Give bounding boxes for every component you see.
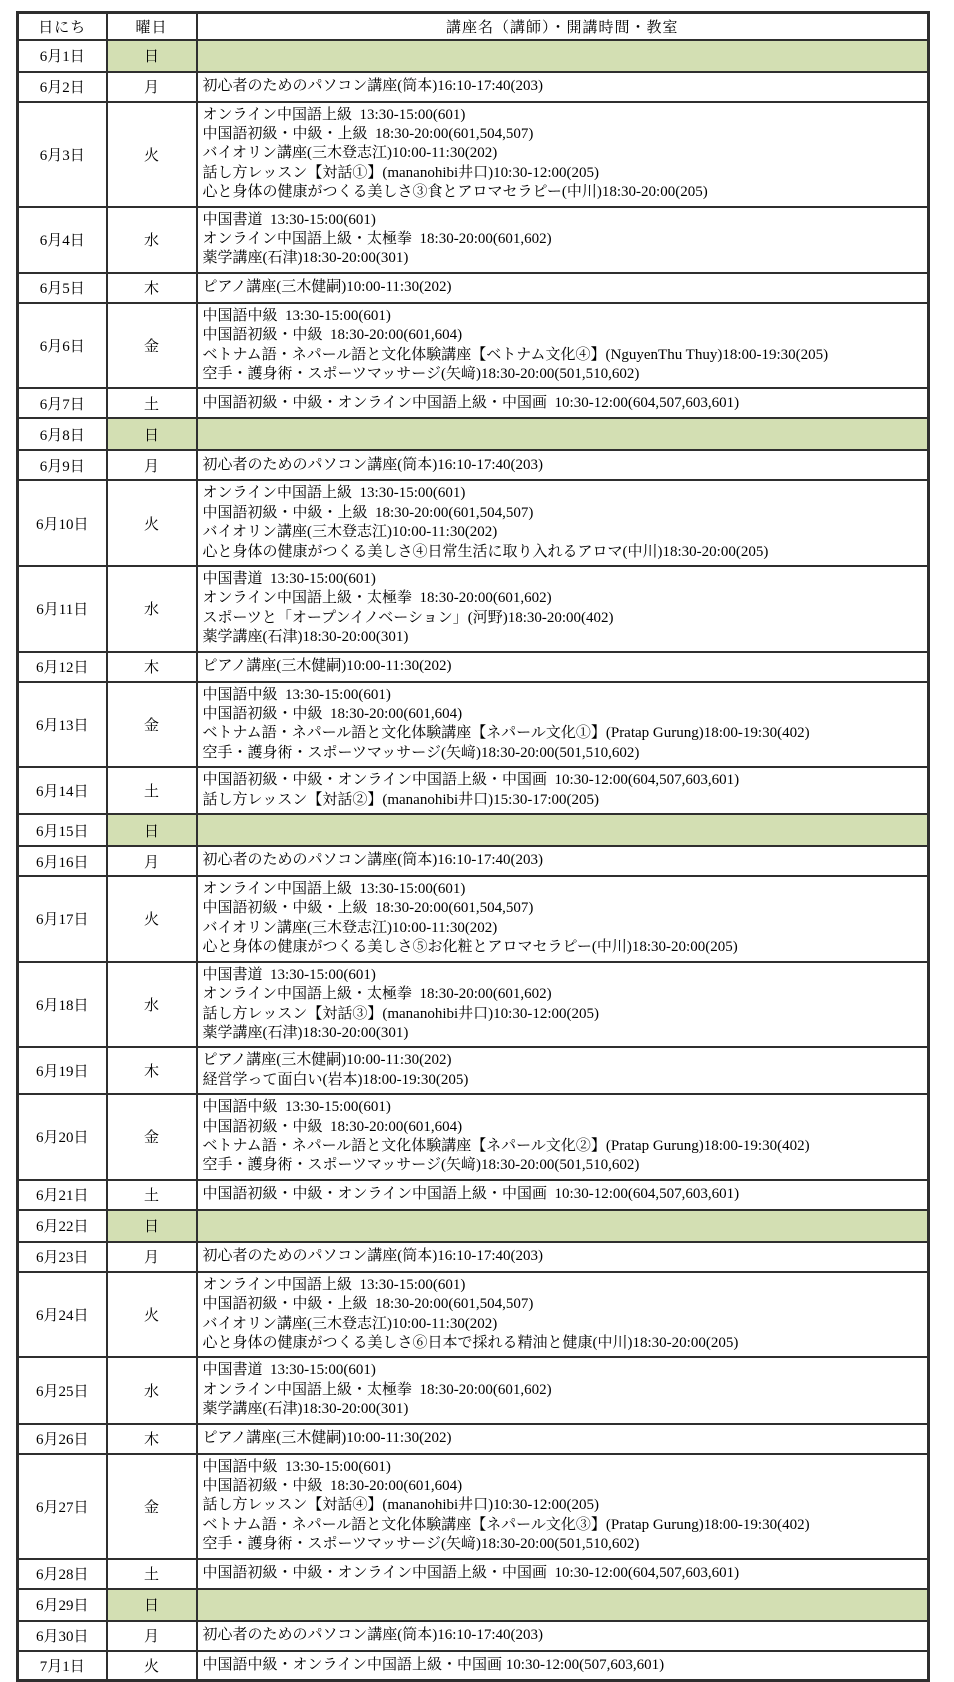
table-row xyxy=(18,876,929,962)
day-cell: 土 xyxy=(107,1180,197,1210)
course-entry: 中国語初級・中級・上級 18:30-20:00(601,504,507) xyxy=(202,1296,534,1313)
header-date: 日にち xyxy=(18,13,107,40)
course-entry: 中国語初級・中級 18:30-20:00(601,604) xyxy=(202,706,463,723)
day-cell: 水 xyxy=(107,1357,197,1423)
table-row xyxy=(18,814,929,846)
table-row xyxy=(18,1589,929,1621)
course-entry: 経営学って面白い(岩本)18:00-19:30(205) xyxy=(202,1071,469,1088)
date-cell: 6月20日 xyxy=(18,1094,107,1180)
course-cell xyxy=(197,450,929,480)
day-cell: 月 xyxy=(107,450,197,480)
date-cell: 6月9日 xyxy=(18,450,107,480)
course-cell xyxy=(197,1242,929,1272)
day-cell: 金 xyxy=(107,1094,197,1180)
course-entry: オンライン中国語上級 13:30-15:00(601) xyxy=(202,106,466,123)
course-cell xyxy=(197,652,929,682)
table-row xyxy=(18,767,929,814)
date-cell: 6月14日 xyxy=(18,767,107,814)
course-entry: 初心者のためのパソコン講座(筒本)16:10-17:40(203) xyxy=(202,456,544,473)
course-entry: 中国語中級 13:30-15:00(601) xyxy=(202,686,391,703)
course-entry: 薬学講座(石津)18:30-20:00(301) xyxy=(202,250,409,267)
date-cell: 6月7日 xyxy=(18,388,107,418)
date-cell: 6月6日 xyxy=(18,303,107,389)
course-entry: 話し方レッスン【対話②】(mananohibi井口)15:30-17:00(205) xyxy=(202,791,599,808)
course-entry: バイオリン講座(三木登志江)10:00-11:30(202) xyxy=(202,145,498,162)
table-row xyxy=(18,1357,929,1423)
date-cell: 6月26日 xyxy=(18,1424,107,1454)
table-row xyxy=(18,1621,929,1651)
course-entry: 中国語初級・中級・オンライン中国語上級・中国画 10:30-12:00(604,507,603,601) xyxy=(202,1564,740,1581)
date-cell: 6月16日 xyxy=(18,846,107,876)
day-cell: 木 xyxy=(107,652,197,682)
course-entry: 初心者のためのパソコン講座(筒本)16:10-17:40(203) xyxy=(202,852,544,869)
day-cell: 月 xyxy=(107,846,197,876)
date-cell: 6月27日 xyxy=(18,1454,107,1559)
date-cell: 6月12日 xyxy=(18,652,107,682)
day-cell: 金 xyxy=(107,682,197,768)
course-entry: 薬学講座(石津)18:30-20:00(301) xyxy=(202,629,409,646)
table-row xyxy=(18,418,929,450)
day-cell: 木 xyxy=(107,1047,197,1094)
course-entry: 中国書道 13:30-15:00(601) xyxy=(202,571,376,587)
table-row xyxy=(18,388,929,418)
course-entry: 初心者のためのパソコン講座(筒本)16:10-17:40(203) xyxy=(202,77,544,94)
day-cell: 火 xyxy=(107,480,197,566)
day-cell: 水 xyxy=(107,566,197,652)
course-entry: 空手・護身術・スポーツマッサージ(矢﨑)18:30-20:00(501,510,602) xyxy=(202,1536,640,1553)
table-row xyxy=(18,40,929,72)
course-entry: 中国書道 13:30-15:00(601) xyxy=(202,1362,376,1379)
day-cell: 火 xyxy=(107,1272,197,1358)
day-cell: 火 xyxy=(107,876,197,962)
date-cell: 6月30日 xyxy=(18,1621,107,1651)
day-cell: 土 xyxy=(107,1559,197,1589)
header-day: 曜日 xyxy=(107,13,197,40)
day-cell: 月 xyxy=(107,1621,197,1651)
table-row xyxy=(18,566,929,652)
course-entry: ベトナム語・ネパール語と文化体験講座【ネパール文化①】(Pratap Gurung)18:00-19:30(402) xyxy=(202,725,810,742)
date-cell: 6月28日 xyxy=(18,1559,107,1589)
course-cell xyxy=(197,846,929,876)
course-entry: 中国語初級・中級 18:30-20:00(601,604) xyxy=(202,1478,463,1494)
date-cell: 6月24日 xyxy=(18,1272,107,1358)
course-entry: 中国語初級・中級 18:30-20:00(601,604) xyxy=(202,327,463,344)
course-entry: 中国語初級・中級・上級 18:30-20:00(601,504,507) xyxy=(202,125,534,142)
schedule-body xyxy=(18,40,929,1681)
table-row xyxy=(18,273,929,303)
table-row xyxy=(18,1180,929,1210)
course-entry: 薬学講座(石津)18:30-20:00(301) xyxy=(202,1024,409,1041)
course-cell xyxy=(197,303,929,389)
day-cell: 木 xyxy=(107,273,197,303)
course-entry: 中国書道 13:30-15:00(601) xyxy=(202,211,376,228)
course-entry: オンライン中国語上級 13:30-15:00(601) xyxy=(202,485,466,502)
day-cell: 日 xyxy=(107,1210,197,1242)
course-cell xyxy=(197,1589,929,1621)
course-cell xyxy=(197,207,929,273)
date-cell: 6月21日 xyxy=(18,1180,107,1210)
course-entry: オンライン中国語上級・太極拳 18:30-20:00(601,602) xyxy=(202,230,552,247)
date-cell: 6月3日 xyxy=(18,102,107,207)
table-row xyxy=(18,1454,929,1559)
course-entry: 中国語初級・中級・上級 18:30-20:00(601,504,507) xyxy=(202,504,534,521)
course-entry: 初心者のためのパソコン講座(筒本)16:10-17:40(203) xyxy=(202,1626,544,1643)
course-entry: 中国語初級・中級 18:30-20:00(601,604) xyxy=(202,1118,463,1135)
day-cell: 日 xyxy=(107,1589,197,1621)
date-cell: 6月5日 xyxy=(18,273,107,303)
course-entry: 話し方レッスン【対話④】(mananohibi井口)10:30-12:00(205) xyxy=(202,1497,599,1514)
course-entry: 中国書道 13:30-15:00(601) xyxy=(202,966,376,983)
course-entry: 中国語中級 13:30-15:00(601) xyxy=(202,1458,391,1475)
course-cell xyxy=(197,1651,929,1681)
course-entry: オンライン中国語上級 13:30-15:00(601) xyxy=(202,881,466,898)
course-entry: バイオリン講座(三木登志江)10:00-11:30(202) xyxy=(202,1315,498,1332)
course-cell xyxy=(197,418,929,450)
course-cell xyxy=(197,1094,929,1180)
course-cell xyxy=(197,273,929,303)
course-cell xyxy=(197,1454,929,1559)
course-entry: オンライン中国語上級・太極拳 18:30-20:00(601,602) xyxy=(202,590,552,607)
table-row xyxy=(18,1210,929,1242)
table-row xyxy=(18,1424,929,1454)
date-cell: 6月25日 xyxy=(18,1357,107,1423)
table-row xyxy=(18,450,929,480)
course-cell xyxy=(197,388,929,418)
table-row xyxy=(18,303,929,389)
course-entry: 中国語初級・中級・オンライン中国語上級・中国画 10:30-12:00(604,507,603,601) xyxy=(202,772,740,789)
table-row xyxy=(18,1242,929,1272)
course-entry: 心と身体の健康がつくる美しさ⑥日本で採れる精油と健康(中川)18:30-20:00(205) xyxy=(202,1334,739,1351)
course-entry: 話し方レッスン【対話①】(mananohibi井口)10:30-12:00(205) xyxy=(202,164,599,181)
schedule-table xyxy=(16,11,930,1682)
course-cell xyxy=(197,962,929,1048)
course-entry: ベトナム語・ネパール語と文化体験講座【ネパール文化②】(Pratap Gurung)18:00-19:30(402) xyxy=(202,1137,810,1154)
table-row xyxy=(18,962,929,1048)
course-cell xyxy=(197,1424,929,1454)
table-row xyxy=(18,480,929,566)
course-entry: 薬学講座(石津)18:30-20:00(301) xyxy=(202,1401,409,1418)
course-entry: 空手・護身術・スポーツマッサージ(矢﨑)18:30-20:00(501,510,602) xyxy=(202,365,640,382)
date-cell: 6月11日 xyxy=(18,566,107,652)
day-cell: 土 xyxy=(107,767,197,814)
course-entry: 空手・護身術・スポーツマッサージ(矢﨑)18:30-20:00(501,510,602) xyxy=(202,1157,640,1174)
course-entry: 中国語初級・中級・オンライン中国語上級・中国画 10:30-12:00(604,507,603,601) xyxy=(202,394,740,411)
day-cell: 土 xyxy=(107,388,197,418)
table-row xyxy=(18,846,929,876)
date-cell: 6月15日 xyxy=(18,814,107,846)
date-cell: 6月10日 xyxy=(18,480,107,566)
course-cell xyxy=(197,682,929,768)
course-entry: オンライン中国語上級・太極拳 18:30-20:00(601,602) xyxy=(202,986,552,1003)
day-cell: 日 xyxy=(107,418,197,450)
table-row xyxy=(18,207,929,273)
header-course: 講座名（講師）・開講時間・教室 xyxy=(197,13,929,40)
day-cell: 月 xyxy=(107,72,197,102)
course-entry: 心と身体の健康がつくる美しさ③食とアロマセラピー(中川)18:30-20:00(205) xyxy=(202,184,708,201)
course-entry: 心と身体の健康がつくる美しさ④日常生活に取り入れるアロマ(中川)18:30-20:00(205) xyxy=(202,543,769,560)
table-row xyxy=(18,1651,929,1681)
course-cell xyxy=(197,102,929,207)
course-entry: 初心者のためのパソコン講座(筒本)16:10-17:40(203) xyxy=(202,1248,544,1265)
course-entry: オンライン中国語上級・太極拳 18:30-20:00(601,602) xyxy=(202,1381,552,1398)
table-row xyxy=(18,102,929,207)
course-entry: ピアノ講座(三木健嗣)10:00-11:30(202) xyxy=(202,1052,452,1069)
day-cell: 火 xyxy=(107,1651,197,1681)
day-cell: 火 xyxy=(107,102,197,207)
table-row xyxy=(18,1272,929,1358)
date-cell: 6月29日 xyxy=(18,1589,107,1621)
day-cell: 日 xyxy=(107,814,197,846)
course-cell xyxy=(197,72,929,102)
course-cell xyxy=(197,1621,929,1651)
date-cell: 6月17日 xyxy=(18,876,107,962)
table-row xyxy=(18,1047,929,1094)
day-cell: 木 xyxy=(107,1424,197,1454)
course-cell xyxy=(197,1180,929,1210)
date-cell: 6月1日 xyxy=(18,40,107,72)
course-entry: バイオリン講座(三木登志江)10:00-11:30(202) xyxy=(202,919,498,936)
table-row xyxy=(18,652,929,682)
day-cell: 金 xyxy=(107,1454,197,1559)
date-cell: 6月8日 xyxy=(18,418,107,450)
course-cell xyxy=(197,566,929,652)
table-row xyxy=(18,1094,929,1180)
schedule-header xyxy=(18,13,929,40)
day-cell: 月 xyxy=(107,1242,197,1272)
course-entry: 空手・護身術・スポーツマッサージ(矢﨑)18:30-20:00(501,510,602) xyxy=(202,744,640,761)
course-entry: ベトナム語・ネパール語と文化体験講座【ネパール文化③】(Pratap Gurung)18:00-19:30(402) xyxy=(202,1516,810,1533)
date-cell: 6月22日 xyxy=(18,1210,107,1242)
course-entry: 中国語初級・中級・上級 18:30-20:00(601,504,507) xyxy=(202,900,534,917)
table-row xyxy=(18,682,929,768)
course-entry: 中国語中級 13:30-15:00(601) xyxy=(202,307,391,324)
course-cell xyxy=(197,767,929,814)
course-entry: スポーツと「オープンイノベーション」(河野)18:30-20:00(402) xyxy=(202,609,614,626)
course-entry: バイオリン講座(三木登志江)10:00-11:30(202) xyxy=(202,524,498,541)
day-cell: 日 xyxy=(107,40,197,72)
course-cell xyxy=(197,1357,929,1423)
date-cell: 7月1日 xyxy=(18,1651,107,1681)
course-entry: ピアノ講座(三木健嗣)10:00-11:30(202) xyxy=(202,1429,452,1446)
day-cell: 水 xyxy=(107,962,197,1048)
course-entry: 中国語中級・オンライン中国語上級・中国画 10:30-12:00(507,603,601) xyxy=(202,1656,665,1673)
table-row xyxy=(18,72,929,102)
date-cell: 6月2日 xyxy=(18,72,107,102)
course-cell xyxy=(197,1210,929,1242)
course-cell xyxy=(197,480,929,566)
day-cell: 金 xyxy=(107,303,197,389)
course-cell xyxy=(197,814,929,846)
course-entry: 話し方レッスン【対話③】(mananohibi井口)10:30-12:00(205) xyxy=(202,1005,599,1022)
course-cell xyxy=(197,1272,929,1358)
date-cell: 6月19日 xyxy=(18,1047,107,1094)
course-cell xyxy=(197,1047,929,1094)
date-cell: 6月23日 xyxy=(18,1242,107,1272)
course-entry: ピアノ講座(三木健嗣)10:00-11:30(202) xyxy=(202,657,452,674)
course-entry: ピアノ講座(三木健嗣)10:00-11:30(202) xyxy=(202,279,452,296)
date-cell: 6月4日 xyxy=(18,207,107,273)
header-row xyxy=(18,13,929,40)
course-entry: 中国語中級 13:30-15:00(601) xyxy=(202,1099,391,1116)
course-entry: 中国語初級・中級・オンライン中国語上級・中国画 10:30-12:00(604,507,603,601) xyxy=(202,1186,740,1203)
course-entry: オンライン中国語上級 13:30-15:00(601) xyxy=(202,1276,466,1293)
date-cell: 6月18日 xyxy=(18,962,107,1048)
day-cell: 水 xyxy=(107,207,197,273)
course-entry: 心と身体の健康がつくる美しさ⑤お化粧とアロマセラピー(中川)18:30-20:00(205) xyxy=(202,939,738,956)
date-cell: 6月13日 xyxy=(18,682,107,768)
course-entry: ベトナム語・ネパール語と文化体験講座【ベトナム文化④】(NguyenThu Thuy)18:00-19:30(205) xyxy=(202,346,829,363)
course-cell xyxy=(197,40,929,72)
course-cell xyxy=(197,876,929,962)
